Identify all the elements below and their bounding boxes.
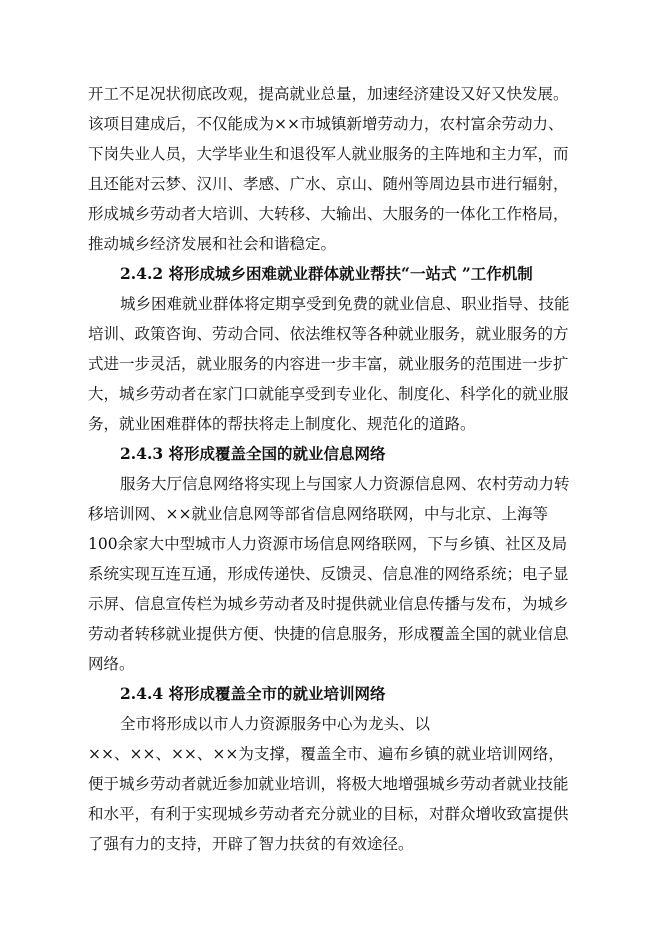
para2-line-5: 务，就业困难群体的帮扶将走上制度化、规范化的道路。 bbox=[88, 415, 476, 433]
para3-line-7: 网络。 bbox=[88, 655, 135, 673]
para4-line-3: 便于城乡劳动者就近参加就业培训，将极大地增强城乡劳动者就业技能 bbox=[88, 775, 569, 793]
para3-line-1: 服务大厅信息网络将实现上与国家人力资源信息网、农村劳动力转 bbox=[120, 475, 570, 493]
section-heading-2-4-4: 2.4.4 将形成覆盖全市的就业培训网络 bbox=[120, 684, 386, 703]
para1-line-1: 开工不足况状彻底改观，提高就业总量，加速经济建设又好又快发展。 bbox=[88, 85, 569, 103]
para4-line-5: 了强有力的支持，开辟了智力扶贫的有效途径。 bbox=[88, 835, 414, 853]
para1-line-6: 推动城乡经济发展和社会和谐稳定。 bbox=[88, 235, 337, 253]
para4-line-4: 和水平，有利于实现城乡劳动者充分就业的目标，对群众增收致富提供 bbox=[88, 805, 569, 823]
section-heading-2-4-2: 2.4.2 将形成城乡困难就业群体就业帮扶“一站式 ”工作机制 bbox=[120, 264, 533, 283]
para2-line-3: 式进一步灵活，就业服务的内容进一步丰富，就业服务的范围进一步扩 bbox=[88, 355, 569, 373]
para4-line-1: 全市将形成以市人力资源服务中心为龙头、以 bbox=[120, 715, 431, 733]
para2-line-2: 培训、政策咨询、劳动合同、依法维权等各种就业服务，就业服务的方 bbox=[88, 325, 569, 343]
para3-line-3: 100余家大中型城市人力资源市场信息网络联网，下与乡镇、社区及局 bbox=[88, 535, 568, 553]
section-heading-2-4-3: 2.4.3 将形成覆盖全国的就业信息网络 bbox=[120, 444, 386, 463]
para1-line-3: 下岗失业人员，大学毕业生和退役军人就业服务的主阵地和主力军，而 bbox=[88, 145, 569, 163]
para2-line-1: 城乡困难就业群体将定期享受到免费的就业信息、职业指导、技能 bbox=[120, 295, 570, 313]
para3-line-5: 示屏、信息宣传栏为城乡劳动者及时提供就业信息传播与发布，为城乡 bbox=[88, 595, 569, 613]
para3-line-6: 劳动者转移就业提供方便、快捷的信息服务，形成覆盖全国的就业信息 bbox=[88, 625, 569, 643]
para4-line-2: ××、××、××、××为支撑，覆盖全市、遍布乡镇的就业培训网络， bbox=[88, 745, 564, 763]
para3-line-2: 移培训网、××就业信息网等部省信息网络联网，中与北京、上海等 bbox=[88, 505, 548, 523]
para3-line-4: 系统实现互连互通，形成传递快、反馈灵、信息准的网络系统；电子显 bbox=[88, 565, 569, 583]
para1-line-2: 该项目建成后，不仅能成为××市城镇新增劳动力，农村富余劳动力、 bbox=[88, 115, 564, 133]
para2-line-4: 大，城乡劳动者在家门口就能享受到专业化、制度化、科学化的就业服 bbox=[88, 385, 569, 403]
para1-line-5: 形成城乡劳动者大培训、大转移、大输出、大服务的一体化工作格局， bbox=[88, 205, 569, 223]
para1-line-4: 且还能对云梦、汉川、孝感、广水、京山、随州等周边县市进行辐射， bbox=[88, 175, 569, 193]
